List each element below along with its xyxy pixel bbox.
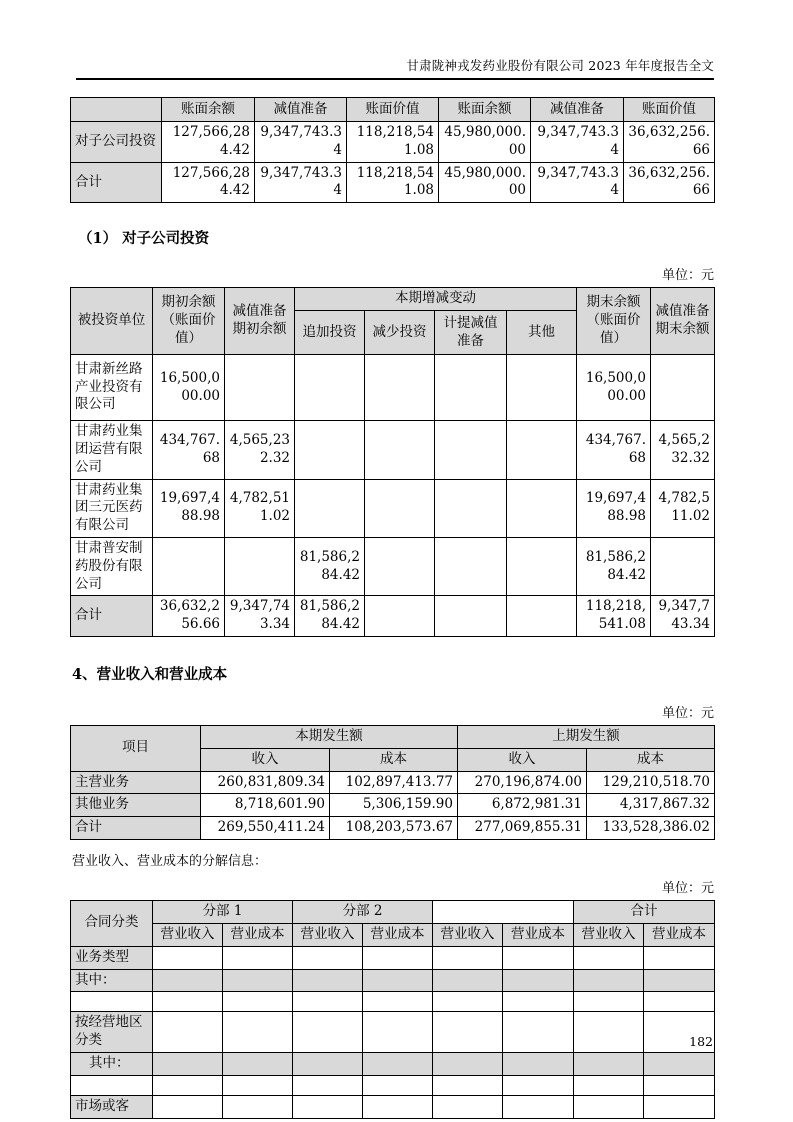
- header-rev: 营业收入: [153, 923, 223, 946]
- summary-header-col: 减值准备: [255, 98, 347, 122]
- cell: [153, 1075, 223, 1095]
- cell: [153, 537, 225, 595]
- table-row: [71, 537, 715, 595]
- header-opening: 期初余额（账面价值）: [153, 288, 225, 355]
- header-other: 其他: [507, 311, 577, 355]
- cell: [153, 946, 223, 969]
- cell: [293, 946, 363, 969]
- investment-header-row-1: [71, 288, 715, 311]
- header-closing-impairment: 减值准备期末余额: [651, 288, 715, 355]
- row-label-total: 合计: [71, 817, 201, 840]
- row-label: 对子公司投资: [71, 122, 162, 163]
- header-rev: 营业收入: [574, 923, 644, 946]
- table-row: [71, 162, 715, 203]
- cell: [223, 992, 293, 1012]
- cell: [363, 1052, 433, 1075]
- cell: [223, 969, 293, 992]
- row-label-total: 合计: [71, 596, 153, 637]
- cell: 102,897,413.77: [330, 771, 458, 794]
- cell: [503, 1075, 574, 1095]
- cell: [225, 537, 295, 595]
- cell: [363, 969, 433, 992]
- header-segment-2: 分部 2: [293, 901, 433, 924]
- investee-name: 甘肃普安制药股份有限公司: [71, 537, 153, 595]
- cell: 36,632,256.66: [153, 596, 225, 637]
- row-label: 合计: [71, 162, 162, 203]
- summary-header-col: 账面价值: [624, 98, 715, 122]
- cell: [225, 355, 295, 421]
- cell: [503, 992, 574, 1012]
- row-label: 其中：: [71, 969, 153, 992]
- cell: [293, 1075, 363, 1095]
- cell: 16,500,000.00: [153, 355, 225, 421]
- investment-table: [70, 287, 715, 637]
- header-group-prior: 上期发生额: [458, 726, 715, 749]
- row-label: 主营业务: [71, 771, 201, 794]
- cell: [433, 992, 503, 1012]
- cell: 434,767.68: [153, 421, 225, 479]
- cell: 118,218,541.08: [577, 596, 651, 637]
- table-row: [71, 1075, 715, 1095]
- unit-label: 单位：元: [661, 268, 714, 284]
- table-row: [71, 122, 715, 163]
- header-cost: 成本: [330, 748, 458, 771]
- cell: 260,831,809.34: [201, 771, 330, 794]
- header-group-current: 本期发生额: [201, 726, 458, 749]
- cell: 277,069,855.31: [458, 817, 587, 840]
- cell: [293, 1052, 363, 1075]
- row-label: 业务类型: [71, 946, 153, 969]
- cell: 434,767.68: [577, 421, 651, 479]
- header-closing: 期末余额（账面价值）: [577, 288, 651, 355]
- cell: 81,586,284.42: [577, 537, 651, 595]
- cell: 118,218,541.08: [347, 122, 439, 163]
- table-row-total: [71, 596, 715, 637]
- cell: 108,203,573.67: [330, 817, 458, 840]
- cell: [651, 355, 715, 421]
- cell: [363, 1012, 433, 1053]
- investee-name: 甘肃药业集团三元医药有限公司: [71, 479, 153, 537]
- cell: [503, 1095, 574, 1118]
- cell: 19,697,488.98: [577, 479, 651, 537]
- table-row: [71, 1012, 715, 1053]
- header-group-change: 本期增减变动: [295, 288, 577, 311]
- cell: [223, 1095, 293, 1118]
- cell: [153, 1052, 223, 1075]
- cell: 5,306,159.90: [330, 794, 458, 817]
- cell: [574, 1052, 644, 1075]
- table-row: [71, 794, 715, 817]
- cell: [223, 1075, 293, 1095]
- table-row: [71, 771, 715, 794]
- cell: [503, 1012, 574, 1053]
- cell: [365, 421, 435, 479]
- cell: [223, 946, 293, 969]
- cell: 45,980,000.00: [439, 162, 531, 203]
- cell: [153, 969, 223, 992]
- cell: 4,782,511.02: [225, 479, 295, 537]
- section-heading-revenue: 4、营业收入和营业成本: [72, 666, 228, 683]
- cell: [507, 596, 577, 637]
- cell: [153, 1012, 223, 1053]
- cell: [293, 992, 363, 1012]
- header-segment-blank: [433, 901, 574, 924]
- cell: [435, 479, 507, 537]
- cell: [644, 1052, 715, 1075]
- cell: [433, 1012, 503, 1053]
- header-add: 追加投资: [295, 311, 365, 355]
- table-row: [71, 479, 715, 537]
- breakdown-header-row-1: [71, 901, 715, 924]
- header-income: 收入: [458, 748, 587, 771]
- row-label: 其中：: [71, 1052, 153, 1075]
- cell: [153, 1095, 223, 1118]
- cell: 9,347,743.34: [651, 596, 715, 637]
- cell: [503, 946, 574, 969]
- cell: 81,586,284.42: [295, 537, 365, 595]
- cell: [503, 1052, 574, 1075]
- cell: 9,347,743.34: [531, 162, 624, 203]
- breakdown-header-row-2: [71, 923, 715, 946]
- cell: 4,565,232.32: [225, 421, 295, 479]
- cell: 16,500,000.00: [577, 355, 651, 421]
- summary-header-col: 账面余额: [439, 98, 531, 122]
- table-row: [71, 1095, 715, 1118]
- revenue-table: [70, 725, 715, 840]
- row-label: [71, 1075, 153, 1095]
- cell: [435, 421, 507, 479]
- table-row: [71, 969, 715, 992]
- cell: [293, 1012, 363, 1053]
- header-segment-1: 分部 1: [153, 901, 293, 924]
- header-contract: 合同分类: [71, 901, 153, 947]
- row-label: 其他业务: [71, 794, 201, 817]
- header-cost: 营业成本: [644, 923, 715, 946]
- cell: 6,872,981.31: [458, 794, 587, 817]
- cell: [153, 992, 223, 1012]
- cell: [507, 421, 577, 479]
- cell: 4,782,511.02: [651, 479, 715, 537]
- cell: [433, 1075, 503, 1095]
- cell: [503, 969, 574, 992]
- header-total: 合计: [574, 901, 715, 924]
- cell: 4,317,867.32: [587, 794, 715, 817]
- investee-name: 甘肃新丝路产业投资有限公司: [71, 355, 153, 421]
- header-cost: 营业成本: [363, 923, 433, 946]
- cell: [223, 1012, 293, 1053]
- header-reduce: 减少投资: [365, 311, 435, 355]
- cell: [365, 537, 435, 595]
- section-heading-sub-investment: （1） 对子公司投资: [78, 230, 210, 248]
- revenue-header-row-1: [71, 726, 715, 749]
- cell: 9,347,743.34: [225, 596, 295, 637]
- cell: 4,565,232.32: [651, 421, 715, 479]
- breakdown-note: 营业收入、营业成本的分解信息：: [72, 854, 268, 870]
- table-row-total: [71, 817, 715, 840]
- cell: [363, 992, 433, 1012]
- cell: [435, 355, 507, 421]
- cell: [507, 355, 577, 421]
- cell: 9,347,743.34: [255, 162, 347, 203]
- cell: 36,632,256.66: [624, 122, 715, 163]
- summary-header-blank: [71, 98, 162, 122]
- cell: [644, 992, 715, 1012]
- unit-label: 单位：元: [661, 881, 714, 897]
- unit-label: 单位：元: [661, 706, 714, 721]
- table-row: [71, 355, 715, 421]
- summary-table: [70, 97, 715, 203]
- cell: [293, 969, 363, 992]
- cell: 127,566,284.42: [162, 122, 255, 163]
- cell: [435, 596, 507, 637]
- cell: [433, 1052, 503, 1075]
- cell: [574, 969, 644, 992]
- cell: [223, 1052, 293, 1075]
- header-provision: 计提减值准备: [435, 311, 507, 355]
- table-row: [71, 946, 715, 969]
- cell: [365, 355, 435, 421]
- table-row: [71, 421, 715, 479]
- cell: 19,697,488.98: [153, 479, 225, 537]
- summary-header-col: 账面余额: [162, 98, 255, 122]
- row-label: 按经营地区分类: [71, 1012, 153, 1053]
- cell: [295, 479, 365, 537]
- cell: [574, 1075, 644, 1095]
- cell: 118,218,541.08: [347, 162, 439, 203]
- investee-name: 甘肃药业集团运营有限公司: [71, 421, 153, 479]
- cell: 81,586,284.42: [295, 596, 365, 637]
- cell: [644, 1095, 715, 1118]
- cell: 45,980,000.00: [439, 122, 531, 163]
- cell: [507, 479, 577, 537]
- header-rev: 营业收入: [293, 923, 363, 946]
- cell: [507, 537, 577, 595]
- cell: 133,528,386.02: [587, 817, 715, 840]
- header-investee: 被投资单位: [71, 288, 153, 355]
- cell: [435, 537, 507, 595]
- cell: [433, 946, 503, 969]
- row-label: 市场或客: [71, 1095, 153, 1118]
- breakdown-table: [70, 900, 715, 1119]
- cell: [644, 1075, 715, 1095]
- cell: [363, 946, 433, 969]
- cell: [295, 421, 365, 479]
- header-item: 项目: [71, 726, 201, 772]
- cell: [363, 1095, 433, 1118]
- header-opening-impairment: 减值准备期初余额: [225, 288, 295, 355]
- cell: [651, 537, 715, 595]
- header-rule: [76, 78, 714, 80]
- cell: 270,196,874.00: [458, 771, 587, 794]
- cell: 8,718,601.90: [201, 794, 330, 817]
- table-row: [71, 992, 715, 1012]
- page-content: [70, 0, 714, 1119]
- cell: [433, 969, 503, 992]
- cell: [293, 1095, 363, 1118]
- cell: 127,566,284.42: [162, 162, 255, 203]
- cell: [365, 479, 435, 537]
- cell: 9,347,743.34: [255, 122, 347, 163]
- cell: 269,550,411.24: [201, 817, 330, 840]
- header-rev: 营业收入: [433, 923, 503, 946]
- summary-header-col: 账面价值: [347, 98, 439, 122]
- cell: [363, 1075, 433, 1095]
- header-cost: 成本: [587, 748, 715, 771]
- cell: [433, 1095, 503, 1118]
- cell: [644, 969, 715, 992]
- cell: 129,210,518.70: [587, 771, 715, 794]
- table-row: [71, 1052, 715, 1075]
- header-income: 收入: [201, 748, 330, 771]
- summary-header-col: 减值准备: [531, 98, 624, 122]
- cell: [574, 946, 644, 969]
- cell: [365, 596, 435, 637]
- cell: [644, 946, 715, 969]
- report-header-title: 甘肃陇神戎发药业股份有限公司 2023 年年度报告全文: [406, 58, 714, 73]
- cell: [574, 1012, 644, 1053]
- cell: [574, 992, 644, 1012]
- summary-header-row: [71, 98, 715, 122]
- cell: [574, 1095, 644, 1118]
- cell: 9,347,743.34: [531, 122, 624, 163]
- page-number: 182: [689, 1034, 713, 1049]
- cell: [295, 355, 365, 421]
- header-cost: 营业成本: [223, 923, 293, 946]
- header-cost: 营业成本: [503, 923, 574, 946]
- row-label: [71, 992, 153, 1012]
- cell: 36,632,256.66: [624, 162, 715, 203]
